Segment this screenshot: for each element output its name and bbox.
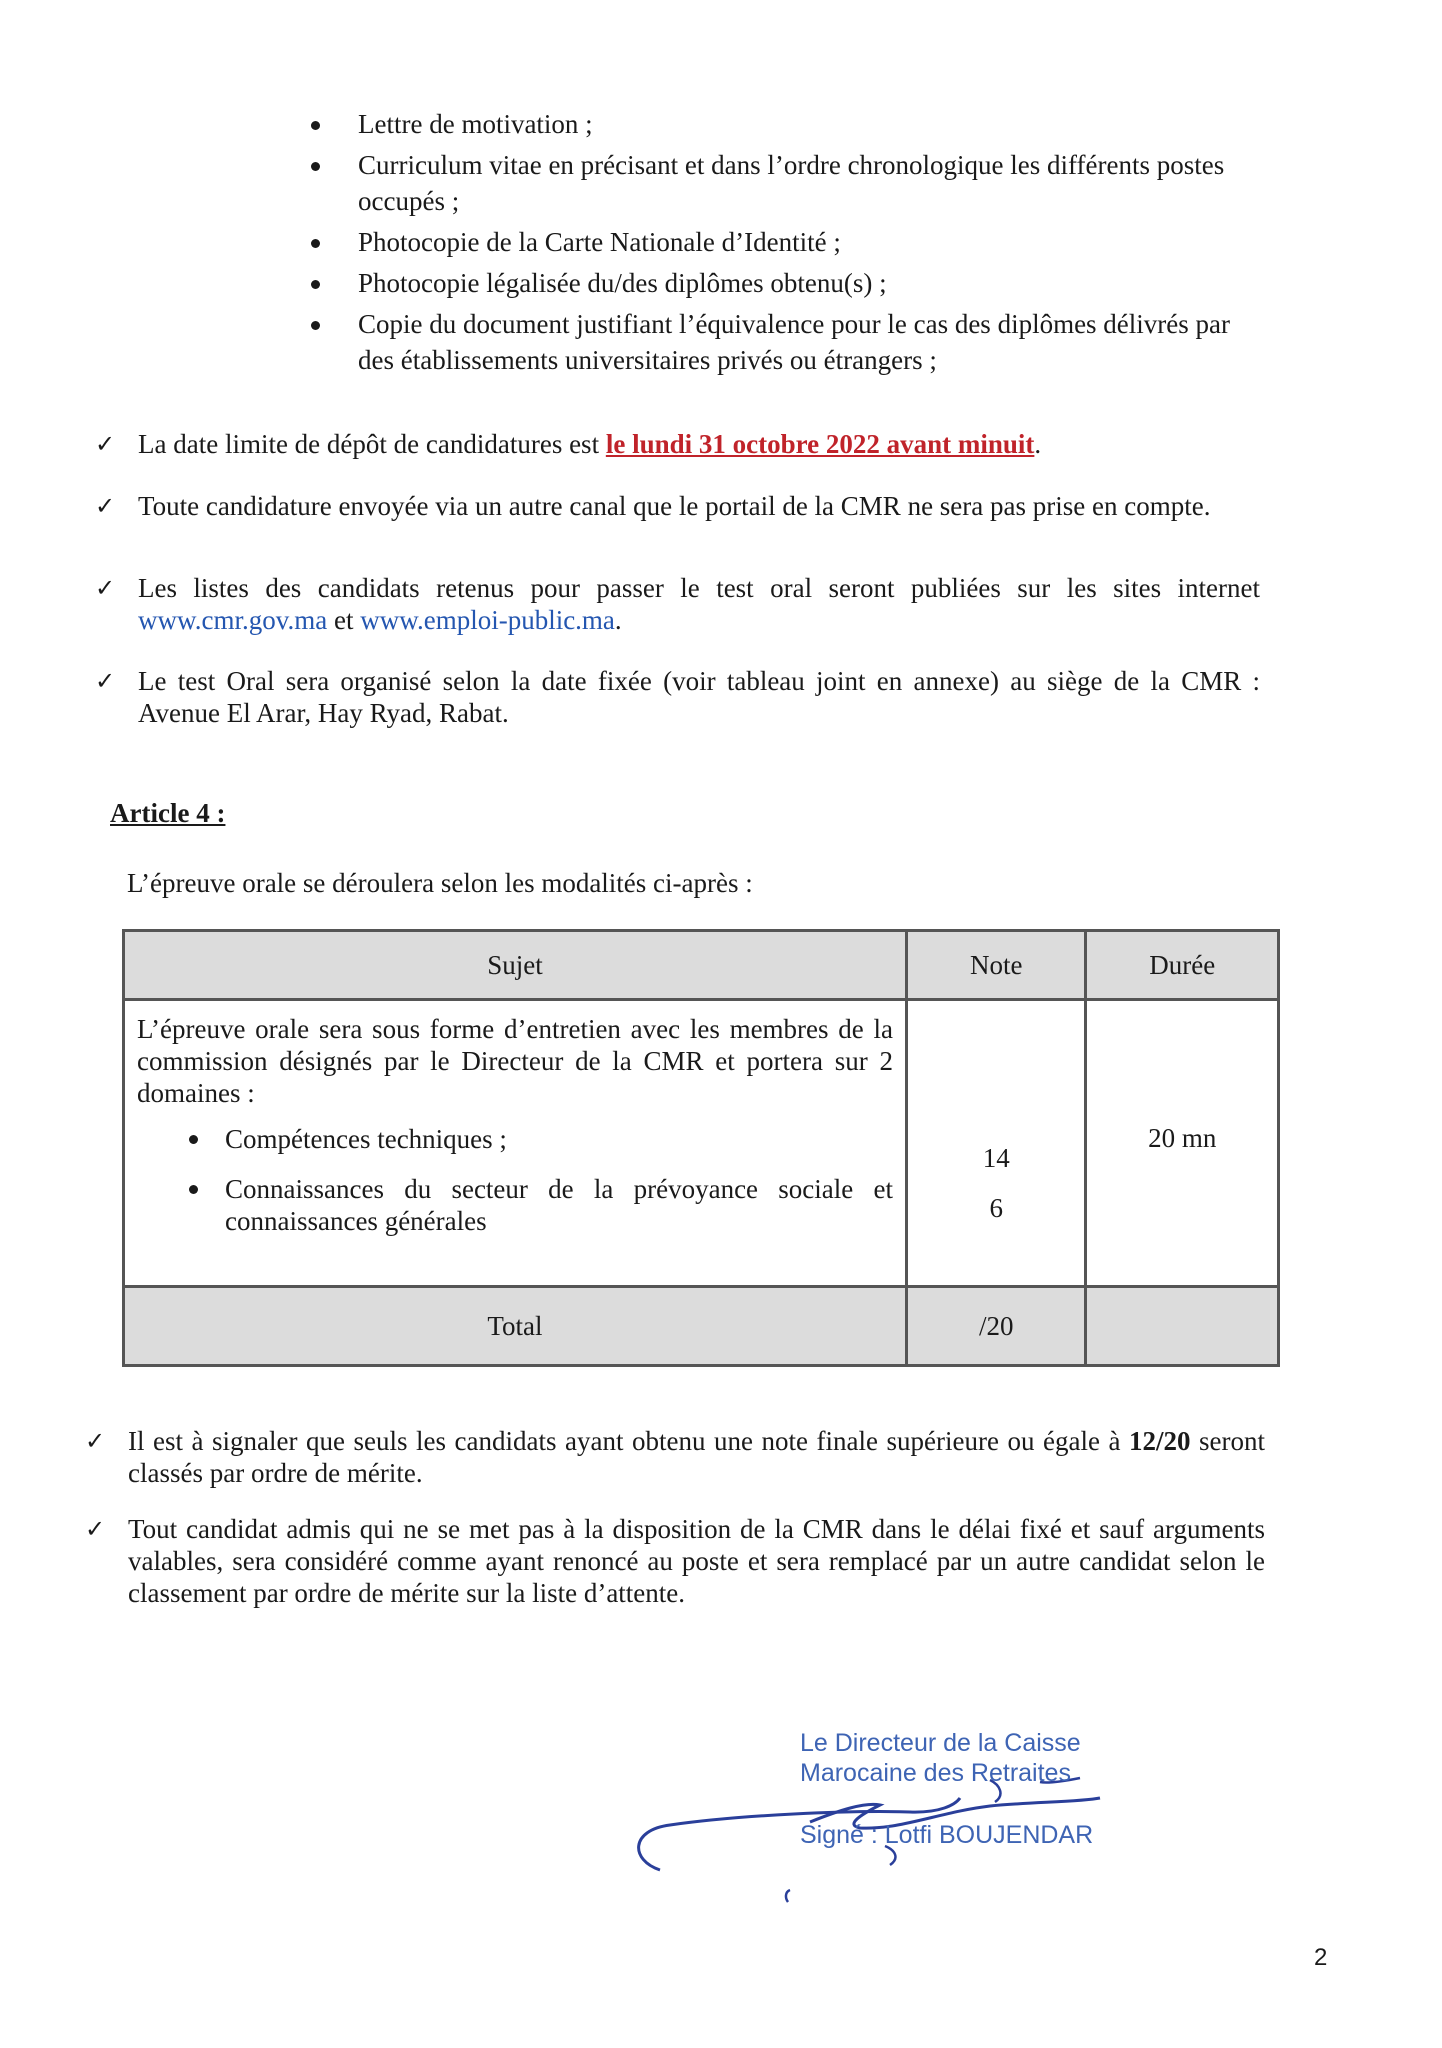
- bullet-icon: [311, 280, 320, 289]
- domain-item: Connaissances du secteur de la prévoyance sociale et connaissances générales: [137, 1173, 893, 1237]
- total-duree: [1086, 1287, 1279, 1366]
- threshold-paragraph: ✓ Il est à signaler que seuls les candidats ayant obtenu une note finale supérieure ou égale à 12/20 seront classés par ordre de mérite.: [85, 1426, 1265, 1488]
- bullet-icon: [189, 1135, 198, 1144]
- deadline-date: le lundi 31 octobre 2022 avant minuit: [605, 429, 1035, 459]
- total-note: /20: [906, 1287, 1086, 1366]
- table-header-row: [124, 931, 1279, 1000]
- table-total-row: [124, 1287, 1279, 1366]
- sujet-description: L’épreuve orale sera sous forme d’entretien avec les membres de la commission désignés par le Directeur de la CMR et portera sur 2 domaines :: [137, 1014, 893, 1108]
- checkmark-icon: ✓: [85, 1427, 106, 1455]
- lists-paragraph: ✓ Les listes des candidats retenus pour passer le test oral seront publiées sur les sites internet www.cmr.gov.ma et www.emploi-public.ma.: [95, 573, 1260, 635]
- article-title: Article 4 :: [110, 798, 226, 828]
- page-number: 2: [1314, 1944, 1328, 1971]
- duree-cell: 20 mn: [1086, 1000, 1279, 1287]
- document-item: Photocopie légalisée du/des diplômes obtenu(s) ;: [300, 265, 1240, 301]
- header-duree: Durée: [1086, 931, 1279, 1000]
- threshold-score: 12/20: [1128, 1426, 1191, 1456]
- sujet-cell: [124, 1000, 907, 1287]
- domain-item: Compétences techniques ;: [137, 1123, 893, 1155]
- replacement-paragraph: ✓ Tout candidat admis qui ne se met pas à la disposition de la CMR dans le délai fixé et sauf arguments valables, sera considéré comme ayant renoncé au poste et sera remplacé par un autre candidat selon le classement par ordre de mérite sur la liste d’attente.: [85, 1514, 1265, 1608]
- domain-list: [137, 1123, 893, 1237]
- checkmark-icon: ✓: [95, 430, 116, 458]
- signature-block: [800, 1728, 1093, 1850]
- emploi-public-link[interactable]: www.emploi-public.ma: [360, 605, 615, 635]
- deadline-paragraph: ✓ La date limite de dépôt de candidatures est le lundi 31 octobre 2022 avant minuit.: [95, 429, 1042, 459]
- article-intro: L’épreuve orale se déroulera selon les modalités ci-après :: [127, 868, 753, 898]
- signature-line: Le Directeur de la Caisse: [800, 1729, 1081, 1757]
- channel-paragraph: ✓ Toute candidature envoyée via un autre canal que le portail de la CMR ne sera pas prise en compte.: [95, 491, 1211, 521]
- bullet-icon: [311, 162, 320, 171]
- bullet-icon: [311, 321, 320, 330]
- note-value: 6: [989, 1193, 1003, 1223]
- signature-line: Marocaine des Retraites: [800, 1759, 1071, 1787]
- oral-exam-table: [122, 929, 1280, 1367]
- total-label: Total: [124, 1287, 907, 1366]
- checkmark-icon: ✓: [95, 492, 116, 520]
- cmr-website-link[interactable]: www.cmr.gov.ma: [138, 605, 328, 635]
- checkmark-icon: ✓: [95, 574, 116, 602]
- document-item: Copie du document justifiant l’équivalence pour le cas des diplômes délivrés par des établissements universitaires privés ou étrangers ;: [300, 306, 1240, 378]
- bullet-icon: [311, 121, 320, 130]
- bullet-icon: [189, 1185, 198, 1194]
- checkmark-icon: ✓: [85, 1515, 106, 1543]
- header-note: Note: [906, 931, 1086, 1000]
- document-item: Curriculum vitae en précisant et dans l’ordre chronologique les différents postes occupés ;: [300, 147, 1240, 219]
- document-item: Lettre de motivation ;: [300, 106, 1240, 142]
- bullet-icon: [311, 239, 320, 248]
- table-row: [124, 1000, 1279, 1287]
- header-sujet: Sujet: [124, 931, 907, 1000]
- note-value: 14: [982, 1143, 1010, 1173]
- signature-name: Signé : Lotfi BOUJENDAR: [800, 1821, 1094, 1849]
- oral-test-paragraph: ✓ Le test Oral sera organisé selon la date fixée (voir tableau joint en annexe) au siège de la CMR : Avenue El Arar, Hay Ryad, Rabat.: [95, 666, 1260, 728]
- checkmark-icon: ✓: [95, 667, 116, 695]
- document-item: Photocopie de la Carte Nationale d’Identité ;: [300, 224, 1240, 260]
- required-documents-list: [300, 106, 1240, 383]
- note-cell: [906, 1000, 1086, 1287]
